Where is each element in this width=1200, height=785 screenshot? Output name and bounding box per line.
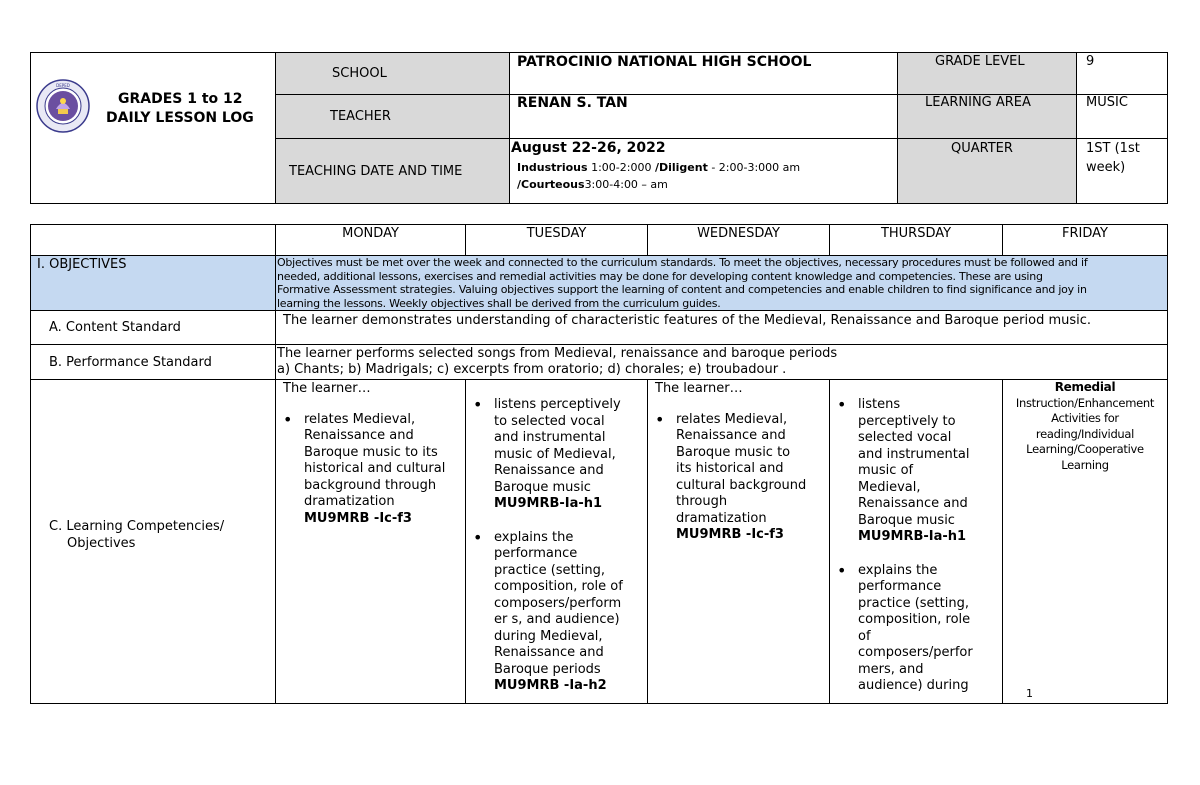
- tuesday-competency-item-2: • explains the performance practice (setting, composition, role of composers/perform er s, and audience) during Medieval, Renaissance and Baroque periods MU9MRB -Ia-h2: [467, 530, 623, 695]
- competencies-label-line1: C. Learning Competencies/: [49, 519, 225, 534]
- learning-area-label: LEARNING AREA: [925, 95, 1031, 110]
- log-title-line2: DAILY LESSON LOG: [106, 110, 254, 126]
- svg-text:DEPED: DEPED: [56, 83, 70, 88]
- deped-seal-logo: [36, 79, 90, 133]
- label-column-shading-right: [898, 53, 1077, 203]
- day-header-monday: MONDAY: [342, 226, 399, 241]
- performance-standard-line1: The learner performs selected songs from Medieval, renaissance and baroque periods: [277, 346, 838, 361]
- tuesday-competency-item-1: • listens perceptively to selected vocal and instrumental music of Medieval, Renaissance and Baroque music MU9MRB-Ia-h1: [467, 397, 623, 513]
- log-title-line1: GRADES 1 to 12: [118, 91, 243, 107]
- school-label: SCHOOL: [332, 66, 387, 81]
- thursday-competency-code-1: MU9MRB-Ia-h1: [858, 529, 967, 544]
- competencies-label-line2: Objectives: [67, 536, 136, 551]
- wednesday-competency-code: MU9MRB -Ic-f3: [676, 527, 784, 542]
- thursday-competency-item-1: • listens perceptively to selected vocal and instrumental music of Medieval, Renaissance and Baroque music MU9MRB-Ia-h1: [831, 397, 973, 546]
- day-header-wednesday: WEDNESDAY: [697, 226, 780, 241]
- wednesday-competency-item: • relates Medieval, Renaissance and Baroque music to its historical and cultural background through dramatization MU9MRB -Ic-f3: [649, 412, 806, 544]
- day-header-tuesday: TUESDAY: [526, 226, 587, 241]
- quarter-label: QUARTER: [951, 141, 1013, 156]
- teacher-value: RENAN S. TAN: [517, 95, 628, 111]
- tuesday-competency-code-1: MU9MRB-Ia-h1: [494, 496, 603, 511]
- quarter-value-line2: week): [1086, 160, 1126, 175]
- objectives-label: I. OBJECTIVES: [37, 257, 127, 272]
- thursday-competency-item-2: • explains the performance practice (setting, composition, role of composers/perfor mers, and audience) during: [831, 563, 973, 695]
- thursday-competencies: [831, 397, 973, 695]
- content-standard-label: A. Content Standard: [49, 320, 181, 335]
- teaching-date-label: TEACHING DATE AND TIME: [289, 164, 463, 179]
- performance-standard-line2: a) Chants; b) Madrigals; c) excerpts from oratorio; d) chorales; e) troubadour .: [277, 362, 787, 377]
- grade-level-label: GRADE LEVEL: [935, 54, 1025, 69]
- tuesday-competency-code-2: MU9MRB -Ia-h2: [494, 678, 607, 693]
- grade-level-value: 9: [1086, 54, 1095, 69]
- day-header-thursday: THURSDAY: [880, 226, 952, 241]
- monday-competency-code: MU9MRB -Ic-f3: [304, 510, 412, 526]
- wednesday-competencies: The learner… • relates Medieval, Renaissance and Baroque music to its historical and cultural background through dramatization MU9MRB -Ic-f3: [649, 381, 806, 544]
- performance-standard-label: B. Performance Standard: [49, 355, 212, 370]
- page-number: 1: [1026, 687, 1033, 700]
- content-standard-text: The learner demonstrates understanding of characteristic features of the Medieval, Renaissance and Baroque period music.: [283, 313, 1092, 328]
- day-header-friday: FRIDAY: [1062, 226, 1108, 241]
- teaching-date-value: August 22-26, 2022: [511, 140, 666, 156]
- teacher-label: TEACHER: [330, 109, 391, 124]
- school-value: PATROCINIO NATIONAL HIGH SCHOOL: [517, 54, 812, 70]
- learning-area-value: MUSIC: [1086, 95, 1128, 110]
- schedule-line-2: /Courteous3:00-4:00 – am: [517, 178, 668, 191]
- objectives-description: Objectives must be met over the week and connected to the curriculum standards. To meet the objectives, necessary procedures must be followed and if needed, additional lessons, exercises and remedial activities may be done for developing content knowledge and competencies. These are using Formative Assessment strategies. Valuing objectives support the learning of content and competencies and enable children to find significance and joy in learning the lessons. Weekly objectives shall be derived from the curriculum guides.: [277, 256, 1088, 310]
- friday-remedial-title: Remedial: [1054, 380, 1116, 394]
- monday-competency-item: • relates Medieval, Renaissance and Baroque music to its historical and cultural background through dramatization MU9MRB -Ic-f3: [277, 412, 445, 528]
- tuesday-competencies: [467, 397, 623, 695]
- quarter-value-line1: 1ST (1st: [1086, 141, 1140, 156]
- monday-competencies: The learner… • relates Medieval, Renaissance and Baroque music to its historical and cultural background through dramatization MU9MRB -Ic-f3: [277, 381, 445, 527]
- friday-remedial: Remedial Instruction/Enhancement Activities for reading/Individual Learning/Cooperative Learning: [1003, 380, 1167, 473]
- label-column-shading: [276, 53, 510, 203]
- schedule-line-1: Industrious 1:00-2:000 /Diligent - 2:00-3:000 am: [517, 161, 801, 174]
